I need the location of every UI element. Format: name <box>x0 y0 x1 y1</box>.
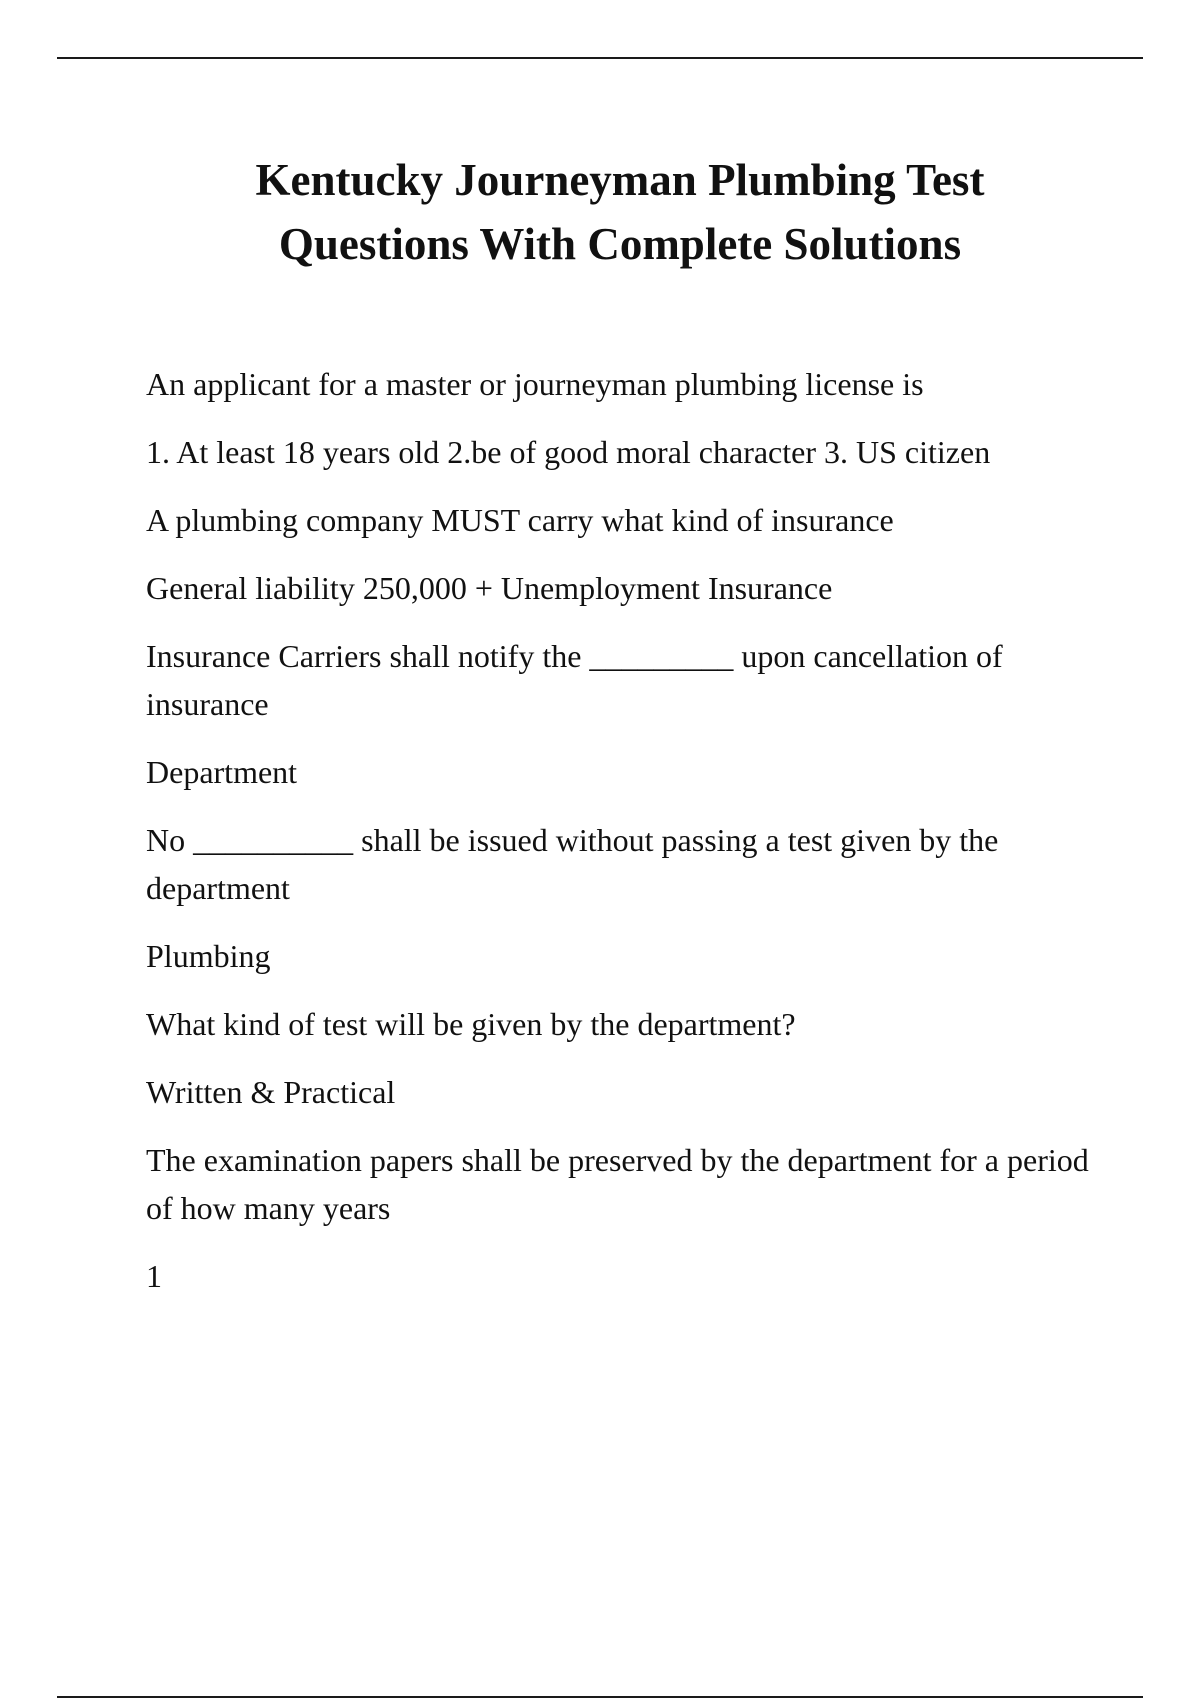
document-title <box>150 148 1090 276</box>
question-answer-list <box>146 360 1096 1320</box>
top-divider <box>57 57 1143 59</box>
answer-text: Written & Practical <box>146 1074 396 1110</box>
title-line-2: Questions With Complete Solutions <box>278 219 962 269</box>
answer-text: Plumbing <box>146 938 271 974</box>
question-text: An applicant for a master or journeyman plumbing license is <box>146 366 924 402</box>
question-text: The examination papers shall be preserved by the department for a period of how many years <box>146 1142 1089 1226</box>
question-text: No __________ shall be issued without passing a test given by the department <box>146 822 999 906</box>
question-text: What kind of test will be given by the department? <box>146 1006 796 1042</box>
answer-text: General liability 250,000 + Unemployment Insurance <box>146 570 833 606</box>
answer-text: 1 <box>146 1258 162 1294</box>
question-text: A plumbing company MUST carry what kind of insurance <box>146 502 894 538</box>
question-text: Insurance Carriers shall notify the _________ upon cancellation of insurance <box>146 638 1003 722</box>
answer-text: Department <box>146 754 298 790</box>
answer-text: 1. At least 18 years old 2.be of good moral character 3. US citizen <box>146 434 991 470</box>
bottom-divider <box>57 1696 1143 1698</box>
title-line-1: Kentucky Journeyman Plumbing Test <box>255 155 985 205</box>
